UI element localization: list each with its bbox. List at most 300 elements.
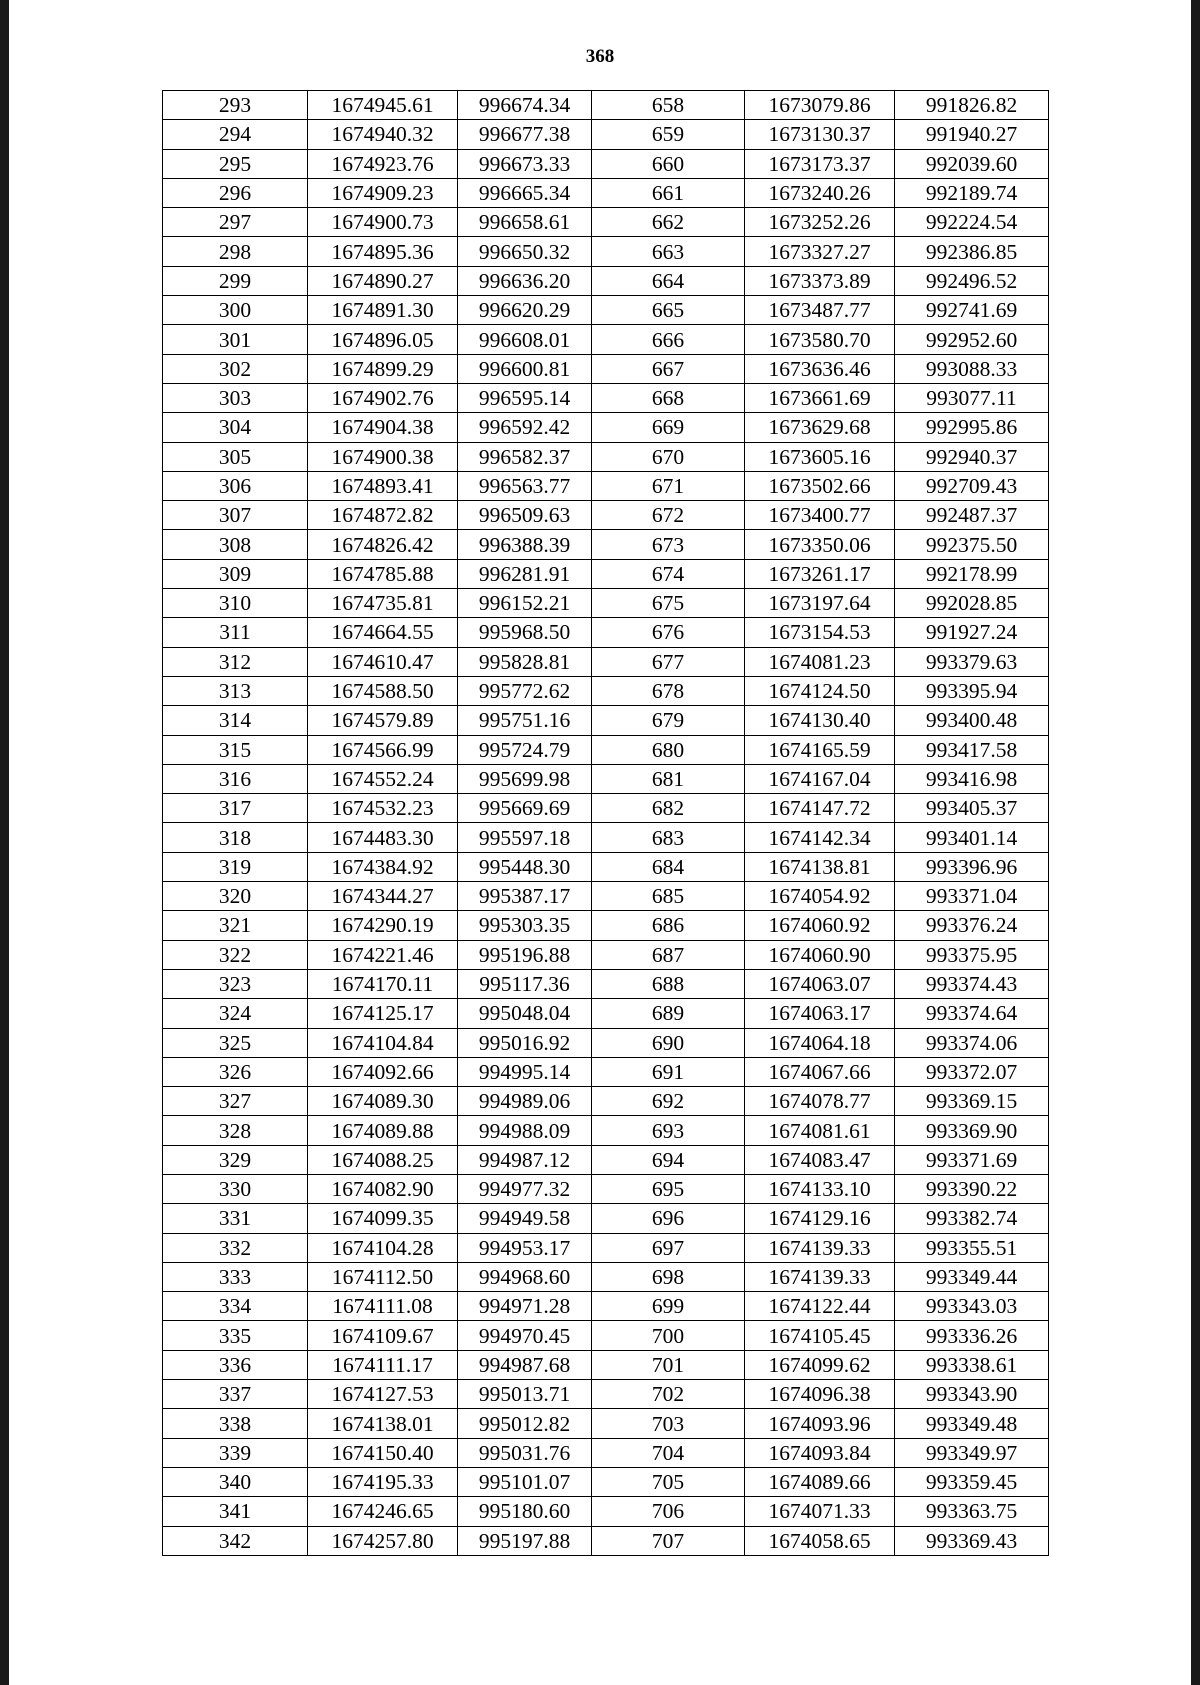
x-coordinate-right-cell: 1674063.07 xyxy=(745,969,895,998)
y-coordinate-left-cell: 994977.32 xyxy=(458,1174,592,1203)
point-number-right-cell: 700 xyxy=(592,1321,745,1350)
point-number-left-cell: 316 xyxy=(163,764,308,793)
x-coordinate-left-cell: 1674940.32 xyxy=(308,120,458,149)
point-number-right-cell: 673 xyxy=(592,530,745,559)
point-number-left-cell: 304 xyxy=(163,413,308,442)
y-coordinate-left-cell: 996582.37 xyxy=(458,442,592,471)
y-coordinate-right-cell: 992189.74 xyxy=(895,178,1049,207)
table-row xyxy=(163,149,1049,178)
x-coordinate-right-cell: 1674139.33 xyxy=(745,1262,895,1291)
y-coordinate-right-cell: 993369.15 xyxy=(895,1087,1049,1116)
y-coordinate-right-cell: 993396.96 xyxy=(895,852,1049,881)
point-number-left-cell: 315 xyxy=(163,735,308,764)
x-coordinate-right-cell: 1673661.69 xyxy=(745,383,895,412)
table-row xyxy=(163,1409,1049,1438)
point-number-left-cell: 322 xyxy=(163,940,308,969)
point-number-right-cell: 702 xyxy=(592,1380,745,1409)
x-coordinate-left-cell: 1674221.46 xyxy=(308,940,458,969)
x-coordinate-left-cell: 1674112.50 xyxy=(308,1262,458,1291)
point-number-right-cell: 678 xyxy=(592,676,745,705)
point-number-right-cell: 662 xyxy=(592,208,745,237)
coordinates-table-body xyxy=(163,91,1049,1556)
y-coordinate-left-cell: 996600.81 xyxy=(458,354,592,383)
x-coordinate-left-cell: 1674104.28 xyxy=(308,1233,458,1262)
table-row xyxy=(163,354,1049,383)
y-coordinate-left-cell: 995197.88 xyxy=(458,1526,592,1555)
point-number-right-cell: 661 xyxy=(592,178,745,207)
x-coordinate-left-cell: 1674246.65 xyxy=(308,1497,458,1526)
x-coordinate-left-cell: 1674127.53 xyxy=(308,1380,458,1409)
y-coordinate-left-cell: 995724.79 xyxy=(458,735,592,764)
y-coordinate-left-cell: 995669.69 xyxy=(458,794,592,823)
y-coordinate-right-cell: 993371.04 xyxy=(895,882,1049,911)
point-number-left-cell: 323 xyxy=(163,969,308,998)
point-number-right-cell: 704 xyxy=(592,1438,745,1467)
y-coordinate-left-cell: 996673.33 xyxy=(458,149,592,178)
point-number-left-cell: 328 xyxy=(163,1116,308,1145)
point-number-right-cell: 669 xyxy=(592,413,745,442)
point-number-left-cell: 333 xyxy=(163,1262,308,1291)
y-coordinate-right-cell: 992224.54 xyxy=(895,208,1049,237)
point-number-left-cell: 341 xyxy=(163,1497,308,1526)
point-number-left-cell: 296 xyxy=(163,178,308,207)
x-coordinate-left-cell: 1674588.50 xyxy=(308,676,458,705)
point-number-right-cell: 682 xyxy=(592,794,745,823)
x-coordinate-right-cell: 1673154.53 xyxy=(745,618,895,647)
y-coordinate-right-cell: 993349.48 xyxy=(895,1409,1049,1438)
x-coordinate-left-cell: 1674552.24 xyxy=(308,764,458,793)
table-row xyxy=(163,1028,1049,1057)
coordinates-table xyxy=(162,90,1049,1556)
table-row xyxy=(163,1526,1049,1555)
x-coordinate-left-cell: 1674104.84 xyxy=(308,1028,458,1057)
point-number-left-cell: 324 xyxy=(163,999,308,1028)
point-number-right-cell: 663 xyxy=(592,237,745,266)
y-coordinate-left-cell: 996677.38 xyxy=(458,120,592,149)
x-coordinate-left-cell: 1674900.38 xyxy=(308,442,458,471)
point-number-left-cell: 342 xyxy=(163,1526,308,1555)
point-number-left-cell: 307 xyxy=(163,501,308,530)
table-row xyxy=(163,1292,1049,1321)
point-number-left-cell: 302 xyxy=(163,354,308,383)
x-coordinate-left-cell: 1674109.67 xyxy=(308,1321,458,1350)
x-coordinate-right-cell: 1674165.59 xyxy=(745,735,895,764)
x-coordinate-right-cell: 1673079.86 xyxy=(745,91,895,120)
y-coordinate-left-cell: 996620.29 xyxy=(458,296,592,325)
y-coordinate-right-cell: 993400.48 xyxy=(895,706,1049,735)
y-coordinate-right-cell: 993349.44 xyxy=(895,1262,1049,1291)
y-coordinate-right-cell: 993376.24 xyxy=(895,911,1049,940)
scan-edge-left xyxy=(0,0,9,1685)
table-row xyxy=(163,676,1049,705)
x-coordinate-right-cell: 1673629.68 xyxy=(745,413,895,442)
y-coordinate-right-cell: 993401.14 xyxy=(895,823,1049,852)
point-number-left-cell: 319 xyxy=(163,852,308,881)
x-coordinate-left-cell: 1674566.99 xyxy=(308,735,458,764)
point-number-right-cell: 679 xyxy=(592,706,745,735)
y-coordinate-right-cell: 993369.43 xyxy=(895,1526,1049,1555)
y-coordinate-left-cell: 994953.17 xyxy=(458,1233,592,1262)
x-coordinate-left-cell: 1674735.81 xyxy=(308,589,458,618)
y-coordinate-left-cell: 995699.98 xyxy=(458,764,592,793)
x-coordinate-left-cell: 1674890.27 xyxy=(308,266,458,295)
y-coordinate-right-cell: 993371.69 xyxy=(895,1145,1049,1174)
x-coordinate-right-cell: 1674054.92 xyxy=(745,882,895,911)
table-row xyxy=(163,559,1049,588)
x-coordinate-right-cell: 1674122.44 xyxy=(745,1292,895,1321)
y-coordinate-right-cell: 993374.06 xyxy=(895,1028,1049,1057)
point-number-left-cell: 309 xyxy=(163,559,308,588)
table-row xyxy=(163,794,1049,823)
x-coordinate-left-cell: 1674610.47 xyxy=(308,647,458,676)
table-row xyxy=(163,442,1049,471)
x-coordinate-left-cell: 1674899.29 xyxy=(308,354,458,383)
point-number-right-cell: 695 xyxy=(592,1174,745,1203)
x-coordinate-right-cell: 1674133.10 xyxy=(745,1174,895,1203)
x-coordinate-left-cell: 1674125.17 xyxy=(308,999,458,1028)
x-coordinate-right-cell: 1674167.04 xyxy=(745,764,895,793)
x-coordinate-right-cell: 1674099.62 xyxy=(745,1350,895,1379)
y-coordinate-left-cell: 995387.17 xyxy=(458,882,592,911)
point-number-right-cell: 659 xyxy=(592,120,745,149)
point-number-left-cell: 335 xyxy=(163,1321,308,1350)
point-number-right-cell: 701 xyxy=(592,1350,745,1379)
y-coordinate-left-cell: 996563.77 xyxy=(458,471,592,500)
point-number-left-cell: 340 xyxy=(163,1467,308,1496)
point-number-right-cell: 694 xyxy=(592,1145,745,1174)
point-number-right-cell: 696 xyxy=(592,1204,745,1233)
point-number-right-cell: 660 xyxy=(592,149,745,178)
table-row xyxy=(163,1204,1049,1233)
x-coordinate-right-cell: 1674081.23 xyxy=(745,647,895,676)
point-number-right-cell: 698 xyxy=(592,1262,745,1291)
y-coordinate-right-cell: 993405.37 xyxy=(895,794,1049,823)
x-coordinate-left-cell: 1674089.88 xyxy=(308,1116,458,1145)
y-coordinate-left-cell: 996595.14 xyxy=(458,383,592,412)
table-row xyxy=(163,1262,1049,1291)
x-coordinate-left-cell: 1674664.55 xyxy=(308,618,458,647)
table-row xyxy=(163,1438,1049,1467)
table-row xyxy=(163,530,1049,559)
point-number-left-cell: 311 xyxy=(163,618,308,647)
table-row xyxy=(163,383,1049,412)
y-coordinate-left-cell: 994971.28 xyxy=(458,1292,592,1321)
y-coordinate-left-cell: 996650.32 xyxy=(458,237,592,266)
point-number-left-cell: 326 xyxy=(163,1057,308,1086)
x-coordinate-right-cell: 1673350.06 xyxy=(745,530,895,559)
x-coordinate-right-cell: 1674093.96 xyxy=(745,1409,895,1438)
table-row xyxy=(163,911,1049,940)
y-coordinate-right-cell: 993374.43 xyxy=(895,969,1049,998)
x-coordinate-right-cell: 1674147.72 xyxy=(745,794,895,823)
table-row xyxy=(163,120,1049,149)
point-number-right-cell: 703 xyxy=(592,1409,745,1438)
y-coordinate-left-cell: 995597.18 xyxy=(458,823,592,852)
y-coordinate-right-cell: 992940.37 xyxy=(895,442,1049,471)
table-row xyxy=(163,764,1049,793)
table-row xyxy=(163,1321,1049,1350)
point-number-right-cell: 677 xyxy=(592,647,745,676)
point-number-right-cell: 658 xyxy=(592,91,745,120)
point-number-right-cell: 674 xyxy=(592,559,745,588)
point-number-right-cell: 687 xyxy=(592,940,745,969)
table-row xyxy=(163,823,1049,852)
y-coordinate-right-cell: 993355.51 xyxy=(895,1233,1049,1262)
point-number-right-cell: 683 xyxy=(592,823,745,852)
y-coordinate-right-cell: 993375.95 xyxy=(895,940,1049,969)
x-coordinate-right-cell: 1674060.92 xyxy=(745,911,895,940)
x-coordinate-left-cell: 1674579.89 xyxy=(308,706,458,735)
y-coordinate-left-cell: 994970.45 xyxy=(458,1321,592,1350)
point-number-left-cell: 300 xyxy=(163,296,308,325)
table-row xyxy=(163,589,1049,618)
x-coordinate-left-cell: 1674257.80 xyxy=(308,1526,458,1555)
y-coordinate-left-cell: 994988.09 xyxy=(458,1116,592,1145)
point-number-right-cell: 688 xyxy=(592,969,745,998)
x-coordinate-right-cell: 1674078.77 xyxy=(745,1087,895,1116)
y-coordinate-right-cell: 993343.03 xyxy=(895,1292,1049,1321)
x-coordinate-right-cell: 1673487.77 xyxy=(745,296,895,325)
x-coordinate-left-cell: 1674532.23 xyxy=(308,794,458,823)
y-coordinate-right-cell: 992375.50 xyxy=(895,530,1049,559)
x-coordinate-right-cell: 1674096.38 xyxy=(745,1380,895,1409)
y-coordinate-right-cell: 992952.60 xyxy=(895,325,1049,354)
y-coordinate-left-cell: 996608.01 xyxy=(458,325,592,354)
point-number-right-cell: 664 xyxy=(592,266,745,295)
x-coordinate-right-cell: 1674105.45 xyxy=(745,1321,895,1350)
point-number-left-cell: 297 xyxy=(163,208,308,237)
point-number-left-cell: 330 xyxy=(163,1174,308,1203)
point-number-right-cell: 665 xyxy=(592,296,745,325)
y-coordinate-left-cell: 995828.81 xyxy=(458,647,592,676)
table-row xyxy=(163,471,1049,500)
y-coordinate-right-cell: 993077.11 xyxy=(895,383,1049,412)
table-row xyxy=(163,1233,1049,1262)
point-number-right-cell: 697 xyxy=(592,1233,745,1262)
x-coordinate-left-cell: 1674138.01 xyxy=(308,1409,458,1438)
point-number-right-cell: 672 xyxy=(592,501,745,530)
y-coordinate-right-cell: 992386.85 xyxy=(895,237,1049,266)
x-coordinate-left-cell: 1674088.25 xyxy=(308,1145,458,1174)
point-number-left-cell: 298 xyxy=(163,237,308,266)
x-coordinate-left-cell: 1674785.88 xyxy=(308,559,458,588)
point-number-left-cell: 299 xyxy=(163,266,308,295)
y-coordinate-right-cell: 991826.82 xyxy=(895,91,1049,120)
y-coordinate-left-cell: 995016.92 xyxy=(458,1028,592,1057)
table-row xyxy=(163,178,1049,207)
point-number-left-cell: 306 xyxy=(163,471,308,500)
y-coordinate-left-cell: 995012.82 xyxy=(458,1409,592,1438)
x-coordinate-left-cell: 1674826.42 xyxy=(308,530,458,559)
point-number-right-cell: 681 xyxy=(592,764,745,793)
point-number-right-cell: 676 xyxy=(592,618,745,647)
x-coordinate-left-cell: 1674891.30 xyxy=(308,296,458,325)
x-coordinate-left-cell: 1674092.66 xyxy=(308,1057,458,1086)
table-row xyxy=(163,999,1049,1028)
y-coordinate-right-cell: 993382.74 xyxy=(895,1204,1049,1233)
point-number-left-cell: 327 xyxy=(163,1087,308,1116)
y-coordinate-left-cell: 996665.34 xyxy=(458,178,592,207)
table-row xyxy=(163,706,1049,735)
point-number-left-cell: 308 xyxy=(163,530,308,559)
y-coordinate-left-cell: 995196.88 xyxy=(458,940,592,969)
point-number-right-cell: 686 xyxy=(592,911,745,940)
y-coordinate-left-cell: 994949.58 xyxy=(458,1204,592,1233)
x-coordinate-left-cell: 1674896.05 xyxy=(308,325,458,354)
x-coordinate-right-cell: 1674063.17 xyxy=(745,999,895,1028)
x-coordinate-right-cell: 1674129.16 xyxy=(745,1204,895,1233)
x-coordinate-right-cell: 1673502.66 xyxy=(745,471,895,500)
y-coordinate-left-cell: 995117.36 xyxy=(458,969,592,998)
y-coordinate-right-cell: 992028.85 xyxy=(895,589,1049,618)
x-coordinate-right-cell: 1673197.64 xyxy=(745,589,895,618)
y-coordinate-left-cell: 995031.76 xyxy=(458,1438,592,1467)
y-coordinate-left-cell: 995772.62 xyxy=(458,676,592,705)
y-coordinate-right-cell: 992496.52 xyxy=(895,266,1049,295)
y-coordinate-left-cell: 994968.60 xyxy=(458,1262,592,1291)
point-number-left-cell: 338 xyxy=(163,1409,308,1438)
point-number-right-cell: 685 xyxy=(592,882,745,911)
x-coordinate-right-cell: 1673636.46 xyxy=(745,354,895,383)
x-coordinate-right-cell: 1673373.89 xyxy=(745,266,895,295)
x-coordinate-left-cell: 1674923.76 xyxy=(308,149,458,178)
x-coordinate-right-cell: 1674058.65 xyxy=(745,1526,895,1555)
x-coordinate-left-cell: 1674895.36 xyxy=(308,237,458,266)
x-coordinate-left-cell: 1674909.23 xyxy=(308,178,458,207)
point-number-right-cell: 667 xyxy=(592,354,745,383)
table-row xyxy=(163,1174,1049,1203)
y-coordinate-left-cell: 996281.91 xyxy=(458,559,592,588)
x-coordinate-right-cell: 1674138.81 xyxy=(745,852,895,881)
x-coordinate-right-cell: 1674124.50 xyxy=(745,676,895,705)
point-number-left-cell: 303 xyxy=(163,383,308,412)
x-coordinate-left-cell: 1674904.38 xyxy=(308,413,458,442)
x-coordinate-left-cell: 1674099.35 xyxy=(308,1204,458,1233)
x-coordinate-left-cell: 1674344.27 xyxy=(308,882,458,911)
table-row xyxy=(163,91,1049,120)
x-coordinate-right-cell: 1674142.34 xyxy=(745,823,895,852)
table-row xyxy=(163,1350,1049,1379)
point-number-right-cell: 675 xyxy=(592,589,745,618)
x-coordinate-left-cell: 1674893.41 xyxy=(308,471,458,500)
x-coordinate-right-cell: 1674089.66 xyxy=(745,1467,895,1496)
y-coordinate-right-cell: 992487.37 xyxy=(895,501,1049,530)
x-coordinate-left-cell: 1674290.19 xyxy=(308,911,458,940)
x-coordinate-right-cell: 1674060.90 xyxy=(745,940,895,969)
table-row xyxy=(163,735,1049,764)
y-coordinate-right-cell: 993363.75 xyxy=(895,1497,1049,1526)
point-number-left-cell: 337 xyxy=(163,1380,308,1409)
y-coordinate-left-cell: 994995.14 xyxy=(458,1057,592,1086)
point-number-left-cell: 318 xyxy=(163,823,308,852)
page-number: 368 xyxy=(585,46,615,67)
point-number-left-cell: 325 xyxy=(163,1028,308,1057)
y-coordinate-right-cell: 993343.90 xyxy=(895,1380,1049,1409)
table-row xyxy=(163,1467,1049,1496)
table-row xyxy=(163,237,1049,266)
y-coordinate-left-cell: 995968.50 xyxy=(458,618,592,647)
y-coordinate-right-cell: 991927.24 xyxy=(895,618,1049,647)
point-number-left-cell: 293 xyxy=(163,91,308,120)
x-coordinate-left-cell: 1674902.76 xyxy=(308,383,458,412)
table-row xyxy=(163,296,1049,325)
point-number-left-cell: 301 xyxy=(163,325,308,354)
point-number-right-cell: 680 xyxy=(592,735,745,764)
y-coordinate-right-cell: 993417.58 xyxy=(895,735,1049,764)
x-coordinate-right-cell: 1674130.40 xyxy=(745,706,895,735)
y-coordinate-left-cell: 996509.63 xyxy=(458,501,592,530)
y-coordinate-right-cell: 992709.43 xyxy=(895,471,1049,500)
y-coordinate-left-cell: 995180.60 xyxy=(458,1497,592,1526)
y-coordinate-right-cell: 993369.90 xyxy=(895,1116,1049,1145)
point-number-right-cell: 671 xyxy=(592,471,745,500)
y-coordinate-left-cell: 995303.35 xyxy=(458,911,592,940)
point-number-left-cell: 313 xyxy=(163,676,308,705)
y-coordinate-left-cell: 996152.21 xyxy=(458,589,592,618)
x-coordinate-left-cell: 1674483.30 xyxy=(308,823,458,852)
y-coordinate-right-cell: 993379.63 xyxy=(895,647,1049,676)
y-coordinate-left-cell: 996592.42 xyxy=(458,413,592,442)
x-coordinate-left-cell: 1674111.17 xyxy=(308,1350,458,1379)
y-coordinate-left-cell: 994989.06 xyxy=(458,1087,592,1116)
y-coordinate-left-cell: 995048.04 xyxy=(458,999,592,1028)
y-coordinate-left-cell: 995751.16 xyxy=(458,706,592,735)
table-row xyxy=(163,940,1049,969)
point-number-right-cell: 693 xyxy=(592,1116,745,1145)
table-row xyxy=(163,618,1049,647)
y-coordinate-left-cell: 996658.61 xyxy=(458,208,592,237)
point-number-right-cell: 666 xyxy=(592,325,745,354)
y-coordinate-left-cell: 996636.20 xyxy=(458,266,592,295)
point-number-left-cell: 314 xyxy=(163,706,308,735)
table-row xyxy=(163,852,1049,881)
point-number-right-cell: 699 xyxy=(592,1292,745,1321)
y-coordinate-right-cell: 993390.22 xyxy=(895,1174,1049,1203)
point-number-left-cell: 305 xyxy=(163,442,308,471)
x-coordinate-right-cell: 1673327.27 xyxy=(745,237,895,266)
y-coordinate-right-cell: 992039.60 xyxy=(895,149,1049,178)
x-coordinate-right-cell: 1673580.70 xyxy=(745,325,895,354)
y-coordinate-left-cell: 996388.39 xyxy=(458,530,592,559)
point-number-right-cell: 692 xyxy=(592,1087,745,1116)
point-number-left-cell: 294 xyxy=(163,120,308,149)
y-coordinate-right-cell: 993374.64 xyxy=(895,999,1049,1028)
x-coordinate-right-cell: 1673252.26 xyxy=(745,208,895,237)
table-row xyxy=(163,1116,1049,1145)
table-row xyxy=(163,1087,1049,1116)
table-row xyxy=(163,1380,1049,1409)
y-coordinate-right-cell: 993338.61 xyxy=(895,1350,1049,1379)
y-coordinate-right-cell: 991940.27 xyxy=(895,120,1049,149)
y-coordinate-right-cell: 993349.97 xyxy=(895,1438,1049,1467)
point-number-left-cell: 321 xyxy=(163,911,308,940)
x-coordinate-right-cell: 1673130.37 xyxy=(745,120,895,149)
y-coordinate-left-cell: 995101.07 xyxy=(458,1467,592,1496)
x-coordinate-left-cell: 1674195.33 xyxy=(308,1467,458,1496)
point-number-left-cell: 331 xyxy=(163,1204,308,1233)
x-coordinate-left-cell: 1674082.90 xyxy=(308,1174,458,1203)
table-row xyxy=(163,882,1049,911)
point-number-left-cell: 295 xyxy=(163,149,308,178)
x-coordinate-right-cell: 1673400.77 xyxy=(745,501,895,530)
table-row xyxy=(163,647,1049,676)
x-coordinate-left-cell: 1674945.61 xyxy=(308,91,458,120)
table-row xyxy=(163,325,1049,354)
point-number-right-cell: 706 xyxy=(592,1497,745,1526)
x-coordinate-left-cell: 1674150.40 xyxy=(308,1438,458,1467)
point-number-right-cell: 689 xyxy=(592,999,745,1028)
x-coordinate-right-cell: 1673605.16 xyxy=(745,442,895,471)
